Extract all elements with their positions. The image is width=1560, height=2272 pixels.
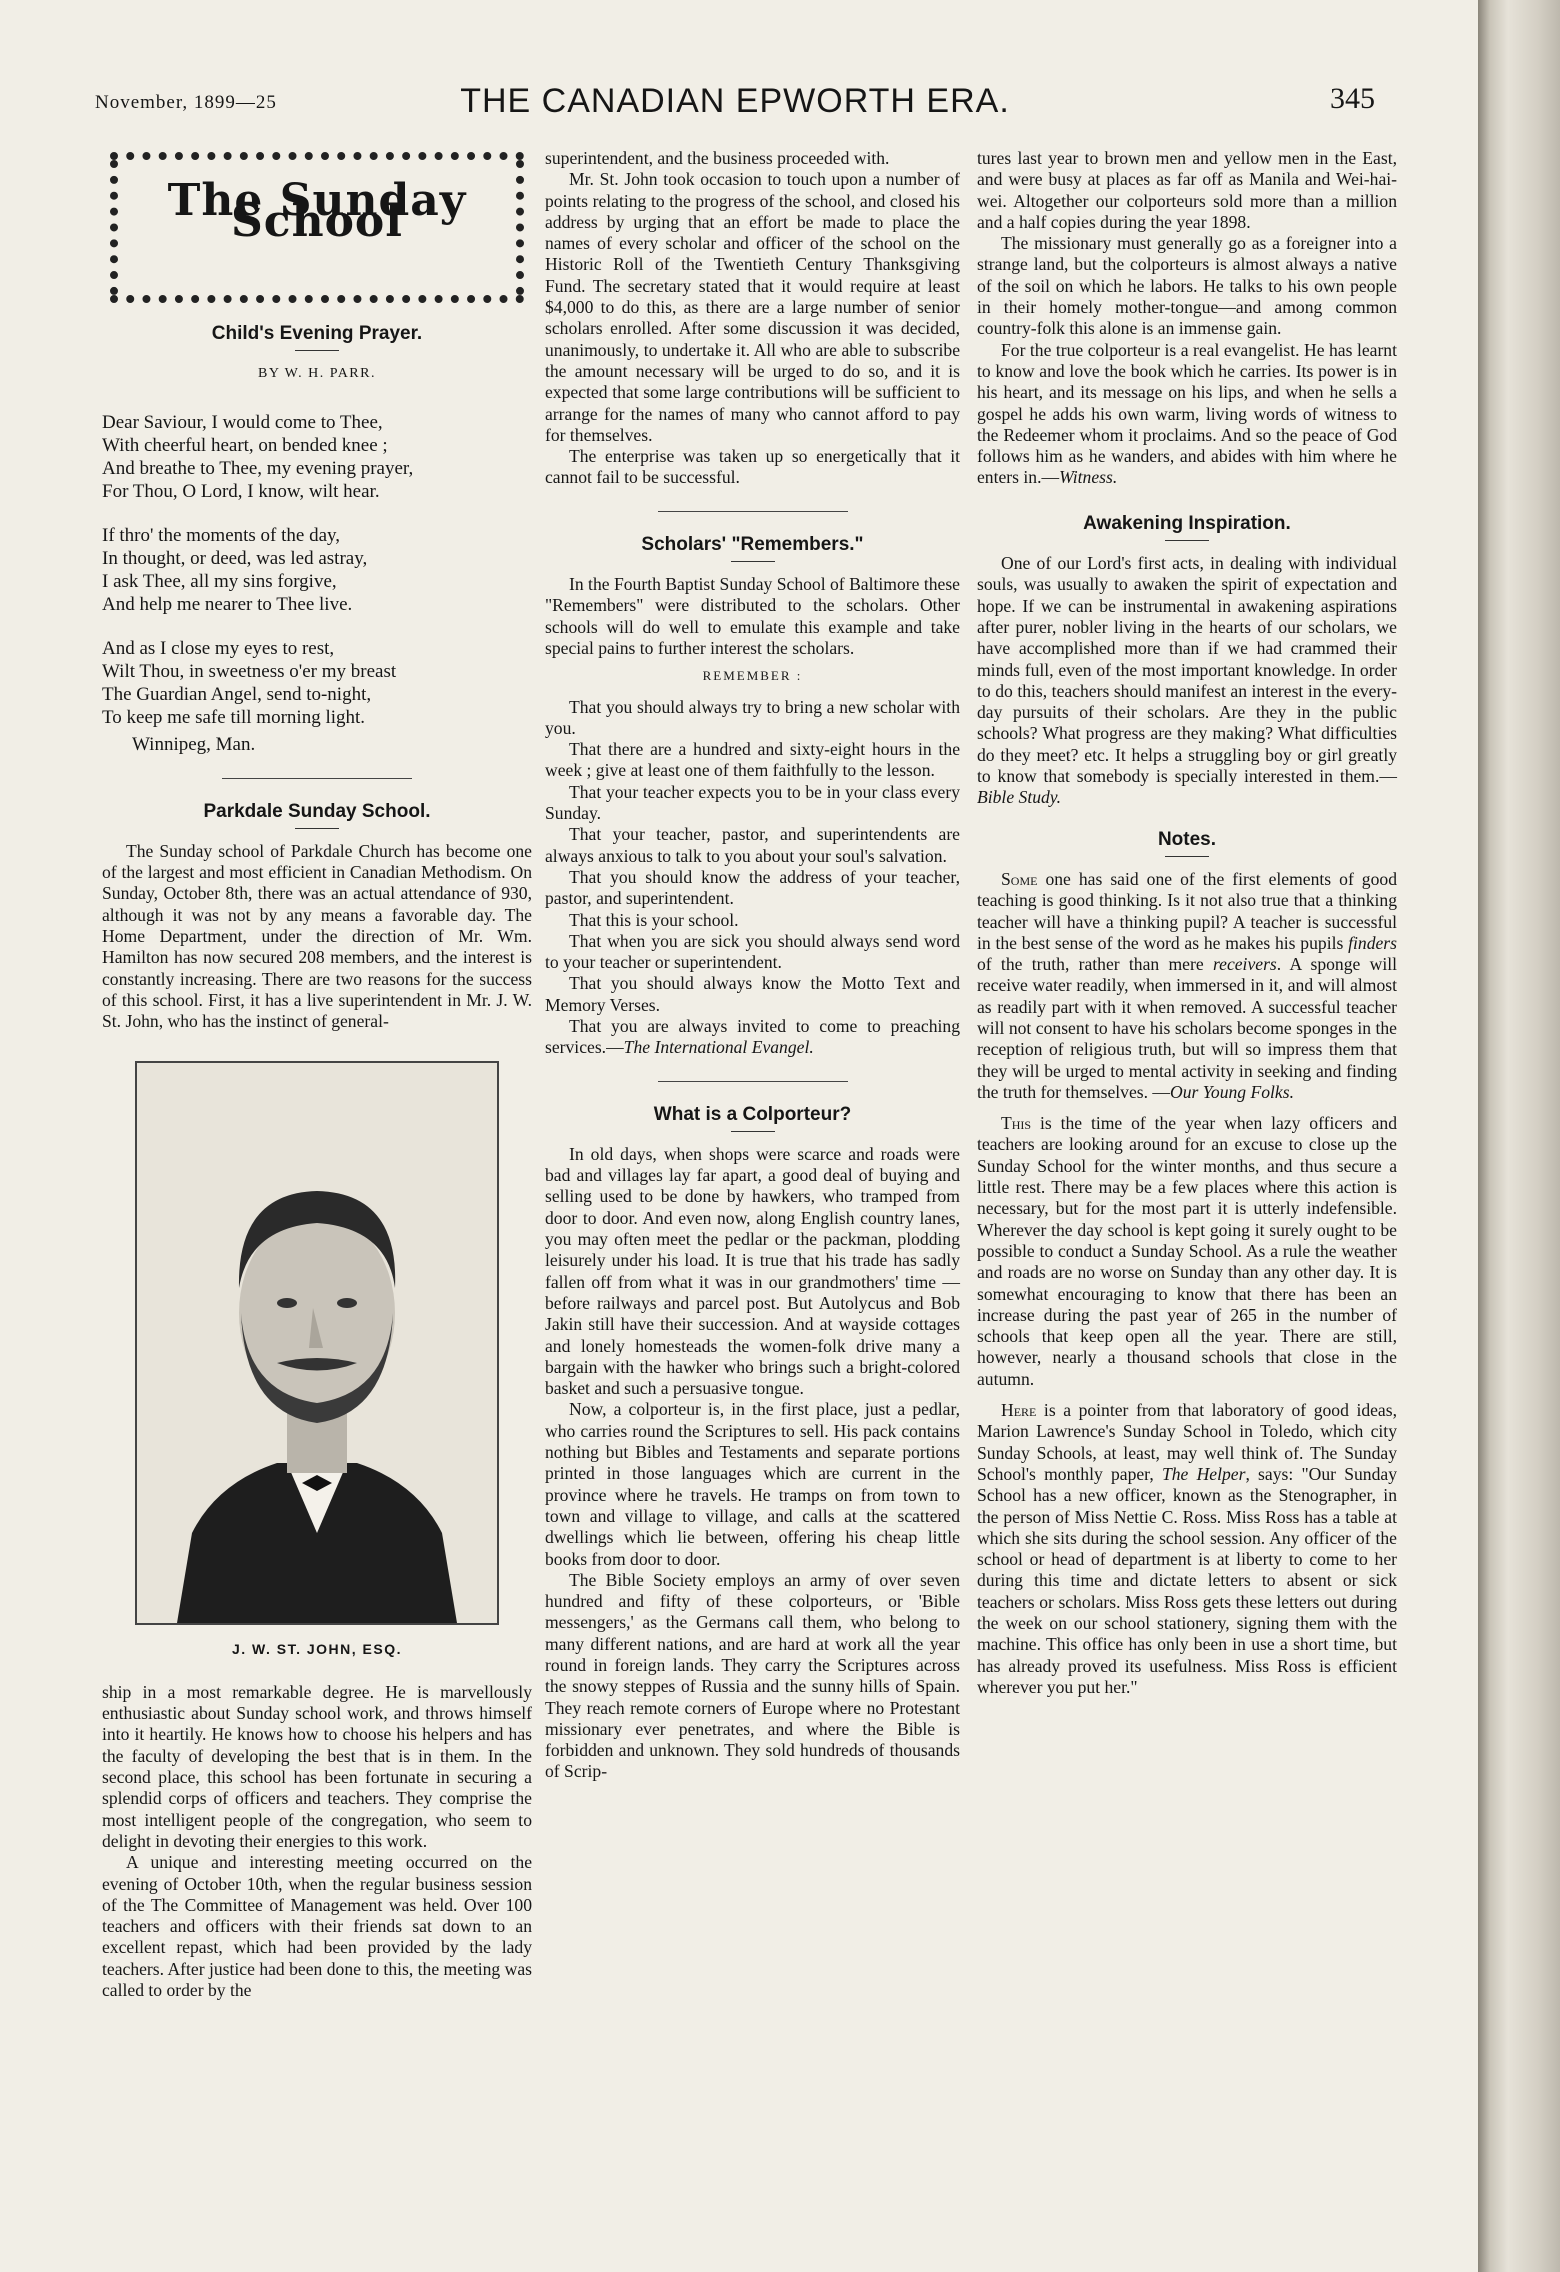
remembers-title: Scholars' "Remembers." [641, 533, 864, 555]
poem-line: I ask Thee, all my sins forgive, [102, 570, 337, 592]
title-rule [1165, 540, 1209, 541]
colporteur-paragraph: tures last year to brown men and yellow men in the East, and were busy at places as far off as Manila and Wei-hai-wei. Altogether our colporteurs sold more than a million and a half copies during the year 1898. [977, 148, 1397, 232]
poem-place: Winnipeg, Man. [132, 733, 256, 755]
section-divider [222, 778, 412, 779]
colporteur-title: What is a Colporteur? [653, 1103, 852, 1125]
note-lead: Some [1001, 868, 1038, 889]
poem-line: And help me nearer to Thee live. [102, 593, 353, 615]
remembers-intro: In the Fourth Baptist Sunday School of Baltimore these "Remembers" were distributed to the scholars. Other schools will do well to emulate this example and take special pains to further interest the scholars. [545, 574, 960, 658]
remember-item: That your teacher expects you to be in your class every Sunday. [545, 781, 960, 824]
remember-item: That your teacher, pastor, and superintendents are always anxious to talk to you about your soul's salvation. [545, 824, 960, 866]
remember-item: That you should know the address of your teacher, pastor, and superintendent. [545, 866, 960, 909]
remember-label: REMEMBER : [702, 668, 803, 684]
notes-title: Notes. [1157, 828, 1217, 850]
poem-line: With cheerful heart, on bended knee ; [102, 434, 388, 456]
issue-date: November, 1899—25 [95, 92, 277, 113]
section-banner [110, 152, 524, 303]
banner-title: The Sunday School [167, 175, 467, 248]
parkdale-paragraph: A unique and interesting meeting occurred on the evening of October 10th, when the regular business session of the The Committee of Management was held. Over 100 teachers and officers with their friends sat down to an excellent repast, which had been provided by the lady teachers. After justice had been done to this, the meeting was called to order by the [102, 1852, 532, 2001]
poem-line: Dear Saviour, I would come to Thee, [102, 411, 383, 433]
section-divider [658, 511, 848, 512]
parkdale-title: Parkdale Sunday School. [203, 800, 431, 822]
photo-caption: J. W. ST. JOHN, ESQ. [231, 1640, 403, 1657]
colporteur-text: For the true colporteur is a real evangelist. He has learnt to know and love the book which he carries. Its power is in his heart, and its message on his lips, and when he sells a gospel he adds his own warm, living words of witness to the Redeemer whom it proclaims. And so the peace of God follows him as he wanders, and abides with him where he enters in.— [977, 339, 1397, 488]
remember-last: That you are always invited to come to preaching services.— [545, 1015, 960, 1058]
column-1 [102, 148, 532, 2001]
title-rule [731, 561, 775, 562]
magazine-title: THE CANADIAN EPWORTH ERA. [460, 82, 1010, 120]
poem-line: The Guardian Angel, send to-night, [102, 683, 372, 705]
poem-line: And breathe to Thee, my evening prayer, [102, 457, 414, 479]
note-text: . A sponge will receive water readily, when immersed in it, and will almost as readily part with it when removed. A successful teacher will not consent to have his scholars become sponges in the reception of religious truth, but will so impress them that they will be urged to mental activity in seeking and finding the truth for themselves. — [977, 954, 1397, 1102]
column-3 [977, 148, 1397, 1698]
column-2 [545, 148, 960, 1783]
title-rule [295, 350, 339, 351]
note-emphasis: The Helper [1161, 1463, 1246, 1484]
poem-line: In thought, or deed, was led astray, [102, 547, 368, 569]
poem-body [102, 411, 532, 756]
poem-line: Wilt Thou, in sweetness o'er my breast [102, 660, 397, 682]
book-binding-edge [1478, 0, 1560, 2272]
remember-item: That there are a hundred and sixty-eight hours in the week ; give at least one of them faithfully to the lesson. [545, 739, 960, 781]
colporteur-paragraph: The Bible Society employs an army of over seven hundred and fifty of these colporteurs, or 'Bible messengers,' as the Germans call them, who belong to many different nations, and are hard at work all the year round in foreign lands. They carry the Scriptures across the snowy steppes of Russia and the sunny hills of Spain. They reach remote corners of Europe where no Protestant missionary ever penetrates, and where the Bible is forbidden and unknown. They sold hundreds of thousands of Scrip- [545, 1569, 960, 1782]
colporteur-source: Witness. [1059, 467, 1118, 488]
note-lead: Here [1001, 1400, 1037, 1421]
poem-line: To keep me safe till morning light. [102, 706, 366, 728]
note-paragraph [977, 869, 1397, 1103]
note-text: , says: "Our Sunday School has a new officer, known as the Stenographer, in the person of Miss Nettie C. Ross. Miss Ross has a table at which she sits during the school session. Any officer of the school or head of department is at liberty to come to her during this time and dictate letters to absent or sick teachers or scholars. Miss Ross gets these letters out during the week on our school stationery, signing them with the machine. This office has only been in use a short time, but has already proved its usefulness. Miss Ross is efficient wherever you put her." [977, 1463, 1398, 1697]
note-text: is a pointer from that laboratory of good ideas, Marion Lawrence's Sunday School in Toledo, which city Sunday Schools, at least, may well think of. The Sunday School's monthly paper, [977, 1400, 1397, 1484]
colporteur-paragraph [977, 340, 1397, 489]
portrait-photo [135, 1061, 499, 1625]
inspiration-source: Bible Study. [977, 787, 1062, 808]
remember-item: That when you are sick you should always send word to your teacher or superintendent. [545, 930, 960, 973]
parkdale-paragraph: The Sunday school of Parkdale Church has become one of the largest and most efficient in Canadian Methodism. On Sunday, October 8th, there was an actual attendance of 930, although it was not by any means a favorable day. The Home Department, under the direction of Mr. Wm. Hamilton has now secured 208 members, and the interest is constantly increasing. There are two reasons for the success of this school. First, it has a live superintendent in Mr. J. W. St. John, who has the instinct of general- [102, 840, 532, 1032]
remembers-source: The International Evangel. [623, 1037, 814, 1058]
colporteur-paragraph: In old days, when shops were scarce and roads were bad and villages lay far apart, a good deal of buying and selling used to be done by hawkers, who tramped from door to door. And even now, along English country lanes, you may often meet the pedlar or the packman, plodding leisurely under his load. It is true that his trade has sadly fallen off from what it was in our grandmothers' time —before railways and parcel post. But Autolycus and Bob Jakin still have their succession. And at wayside cottages and lonely homesteads the women-folk drive many a bargain with the hawker who brings such a bright-colored basket and such a persuasive tongue. [545, 1143, 960, 1399]
section-divider [658, 1081, 848, 1082]
colporteur-paragraph: The missionary must generally go as a foreigner into a strange land, but the colporteurs is almost always a native of the soil on which he labors. He talks to his own people in their homely mother-tongue—and among common country-folk this alone is an immense gain. [977, 233, 1397, 339]
title-rule [731, 1131, 775, 1132]
note-lead: This [1001, 1113, 1032, 1134]
remember-item: That this is your school. [569, 909, 739, 930]
title-rule [295, 828, 339, 829]
note-text: is the time of the year when lazy officers and teachers are looking around for an excuse to close up the Sunday School for the winter months, and thus secure a little rest. There may be a few places where this action is necessary, but for the most part it is utterly indefensible. Wherever the day school is kept going it surely ought to be possible to conduct a Sunday School. As a rule the weather and roads are no worse on Sunday than any other day. It is somewhat encouraging to know that there has been an increase during the past year of 265 in the number of schools that keep open all the year. There are still, however, nearly a thousand schools that close in the autumn. [977, 1113, 1397, 1389]
poem-author: BY W. H. PARR. [257, 366, 376, 382]
poem-line: If thro' the moments of the day, [102, 524, 341, 546]
note-text: one has said one of the first elements of good teaching is good thinking. Is it not also true that a thinking teacher will have a thinking pupil? A teacher is successful in the best sense of the word as he makes his pupils [977, 868, 1397, 953]
note-emphasis: finders [1348, 932, 1397, 953]
inspiration-paragraph [977, 553, 1397, 809]
note-paragraph [977, 1400, 1397, 1698]
remember-item: That you should always know the Motto Text and Memory Verses. [545, 973, 960, 1015]
note-source: Our Young Folks. [1170, 1081, 1294, 1102]
remember-item: That you should always try to bring a new scholar with you. [545, 696, 960, 738]
title-rule [1165, 856, 1209, 857]
poem-line: And as I close my eyes to rest, [102, 637, 335, 659]
poem-title: Child's Evening Prayer. [211, 323, 423, 344]
note-text: of the truth, rather than mere [977, 954, 1213, 975]
page-number: 345 [1330, 82, 1375, 115]
note-emphasis: receivers [1212, 954, 1277, 975]
remember-item [545, 1016, 960, 1059]
portrait-illustration [137, 1063, 497, 1623]
colporteur-paragraph: Now, a colporteur is, in the first place, just a pedlar, who carries round the Scriptures to sell. His pack contains nothing but Bibles and Testaments and separate portions printed in those languages which are current in the province where he travels. He tramps on from town to town and village to village, and calls at the scattered dwellings which lie between, offering his cheap little books from door to door. [545, 1399, 960, 1569]
parkdale-paragraph: The enterprise was taken up so energetically that it cannot fail to be successful. [545, 446, 960, 488]
inspiration-title: Awakening Inspiration. [1083, 512, 1291, 534]
page-header [95, 80, 1375, 120]
parkdale-paragraph: ship in a most remarkable degree. He is marvellously enthusiastic about Sunday school work, and throws himself into it heartily. He knows how to choose his helpers and has the faculty of developing the best that is in them. In the second place, this school has been fortunate in securing a splendid corps of officers and teachers. They comprise the most intelligent people of the congregation, who seem to delight in devoting their energies to this work. [102, 1681, 532, 1851]
inspiration-text: One of our Lord's first acts, in dealing with individual souls, was usually to awaken the spirit of expectation and hope. If we can be instrumental in awakening aspirations after purer, nobler living in the hearts of our scholars, we have accomplished more than if we had crammed their minds full, even of the most important knowledge. In order to do this, teachers should manifest an interest in the every-day pursuits of their scholars. Are they in the public schools? What progress are they making? What difficulties do they meet? etc. It helps a struggling boy or girl greatly to know that somebody is specially interested in them.— [977, 553, 1397, 787]
poem-line: For Thou, O Lord, I know, wilt hear. [102, 480, 380, 502]
note-paragraph [977, 1113, 1397, 1390]
parkdale-paragraph: superintendent, and the business proceeded with. [545, 148, 890, 168]
parkdale-paragraph: Mr. St. John took occasion to touch upon a number of points relating to the progress of the school, and closed his address by urging that an effort be made to place the names of every scholar and officer of the school on the Historic Roll of the Twentieth Century Thanksgiving Fund. The secretary stated that it would require at least $4,000 to do this, as there are a large number of senior scholars enrolled. After some discussion it was decided, unanimously, to undertake it. All who are able to subscribe the amount necessary will be urged to do so, and it is expected that some large contributions will be sufficient to arrange for the names of many who cannot afford to pay for themselves. [545, 169, 960, 445]
